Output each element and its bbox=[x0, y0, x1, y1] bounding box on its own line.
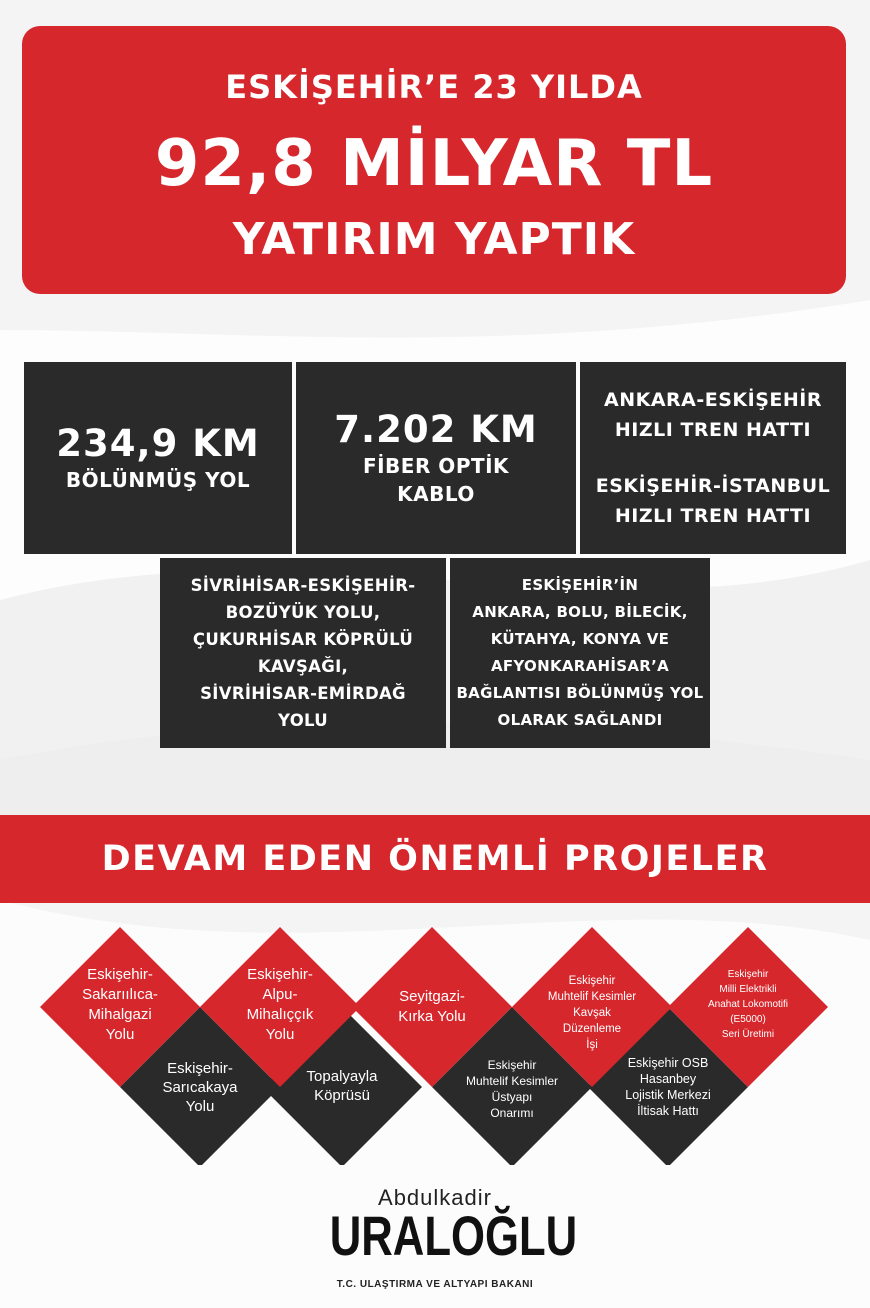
signature-logo bbox=[300, 1185, 578, 1300]
roads-list-line: SİVRİHİSAR-EMİRDAĞ bbox=[200, 684, 406, 703]
project-alpu: Eskişehir- Alpu- Mihalıççık Yolu bbox=[246, 966, 314, 1043]
stat-card-road bbox=[24, 362, 292, 554]
train-line-3: ESKİŞEHİR-İSTANBUL bbox=[595, 475, 831, 497]
signature-title: T.C. ULAŞTIRMA VE ALTYAPI BAKANI bbox=[336, 1279, 534, 1290]
project-osb: Eskişehir OSB Hasanbey Lojistik Merkezi İltisak Hattı bbox=[625, 1056, 711, 1118]
signature-first-name: Abdulkadir bbox=[378, 1185, 492, 1210]
project-seyitgazi: Seyitgazi- Kırka Yolu bbox=[398, 988, 466, 1025]
connections-line: ESKİŞEHİR’İN bbox=[521, 576, 639, 594]
stat-card-roads-list bbox=[160, 558, 446, 748]
hero-subtitle: ESKİŞEHİR’E 23 YILDA bbox=[225, 68, 643, 106]
stat-fiber-value: 7.202 KM bbox=[334, 408, 538, 451]
project-saricakaya: Eskişehir- Sarıcakaya Yolu bbox=[162, 1060, 238, 1115]
roads-list-line: BOZÜYÜK YOLU, bbox=[225, 603, 381, 622]
connections-line: BAĞLANTISI BÖLÜNMÜŞ YOL bbox=[456, 684, 704, 702]
stat-fiber-label-1: FİBER OPTİK bbox=[362, 454, 510, 478]
train-line-2: HIZLI TREN HATTI bbox=[614, 419, 812, 441]
stat-card-connections bbox=[450, 558, 710, 748]
project-kavsak: Eskişehir Muhtelif Kesimler Kavşak Düzenleme İşi bbox=[547, 975, 637, 1051]
project-sakaryailica: Eskişehir- Sakarıılıca- Mihalgazi Yolu bbox=[82, 966, 158, 1043]
connections-line: OLARAK SAĞLANDI bbox=[497, 711, 663, 729]
hero-tagline: YATIRIM YAPTIK bbox=[232, 214, 636, 265]
project-topalyayla: Topalyayla Köprüsü bbox=[306, 1068, 378, 1104]
signature-last-name: URALOĞLU bbox=[329, 1204, 578, 1267]
hero-amount: 92,8 MİLYAR TL bbox=[154, 127, 714, 201]
projects-banner: DEVAM EDEN ÖNEMLİ PROJELER bbox=[0, 815, 870, 903]
stat-fiber-label-2: KABLO bbox=[397, 482, 475, 506]
project-lokomotif: Eskişehir Milli Elektrikli Anahat Lokomotifi (E5000) Seri Üretimi bbox=[707, 969, 789, 1040]
stat-road-label: BÖLÜNMÜŞ YOL bbox=[65, 468, 251, 492]
roads-list-line: KAVŞAĞI, bbox=[257, 657, 349, 676]
connections-line: KÜTAHYA, KONYA VE bbox=[490, 630, 670, 648]
roads-list-line: ÇUKURHİSAR KÖPRÜLÜ bbox=[192, 630, 414, 649]
hero-banner bbox=[22, 26, 846, 294]
train-line-1: ANKARA-ESKİŞEHİR bbox=[604, 389, 822, 411]
project-ustyapi: Eskişehir Muhtelif Kesimler Üstyapı Onarımı bbox=[465, 1058, 559, 1120]
connections-line: ANKARA, BOLU, BİLECİK, bbox=[472, 603, 688, 621]
roads-list-line: SİVRİHİSAR-ESKİŞEHİR- bbox=[190, 576, 416, 595]
stat-card-trains bbox=[580, 362, 846, 554]
stat-card-fiber bbox=[296, 362, 576, 554]
train-line-4: HIZLI TREN HATTI bbox=[614, 505, 812, 527]
projects-diamond-grid bbox=[0, 915, 870, 1165]
stat-road-value: 234,9 KM bbox=[56, 422, 260, 465]
connections-line: AFYONKARAHİSAR’A bbox=[490, 657, 670, 675]
roads-list-line: YOLU bbox=[278, 711, 328, 730]
